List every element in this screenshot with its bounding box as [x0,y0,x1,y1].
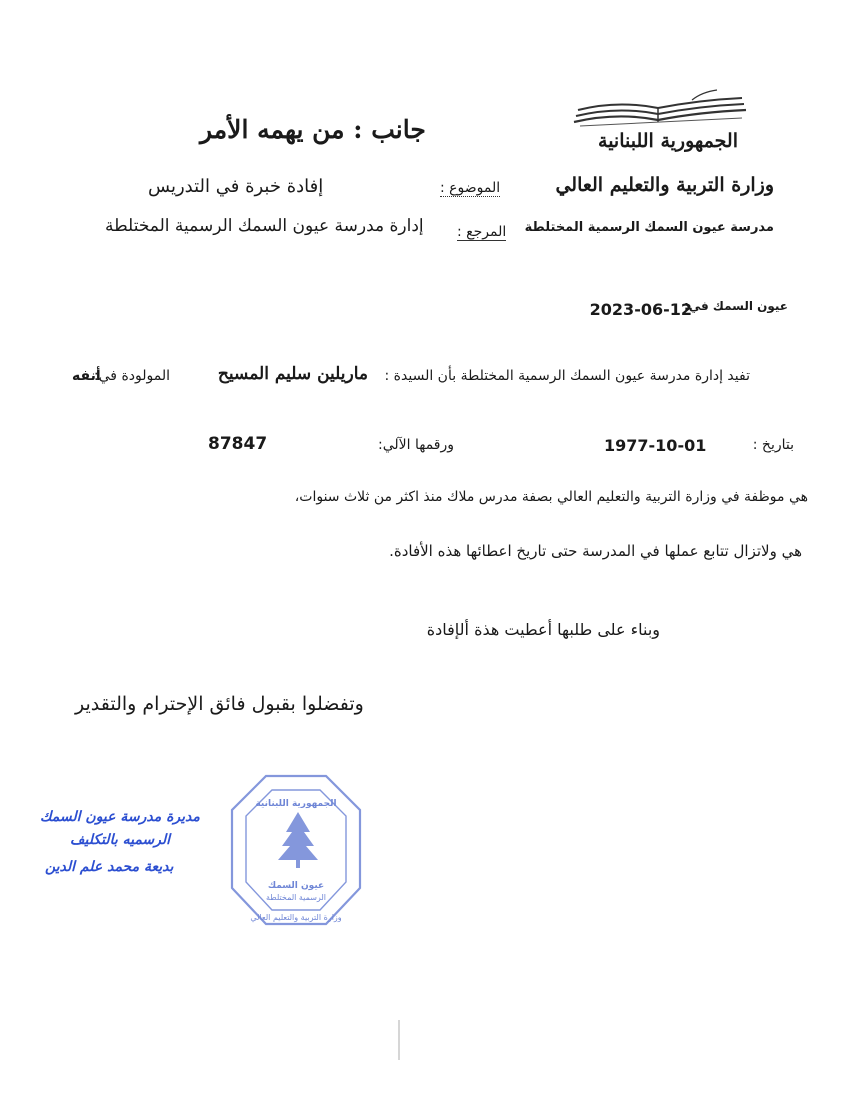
intro-text: تفيد إدارة مدرسة عيون السمك الرسمية المختلطة بأن السيدة : [384,368,750,384]
employment-statement: هي موظفة في وزارة التربية والتعليم العالي بصفة مدرس ملاك منذ اكثر من ثلاث سنوات، [294,489,808,505]
registration-number-label: ورقمها الآلي: [378,437,455,453]
person-name: ماريلين سليم المسيح [217,364,368,384]
born-in-label: المولودة في: [93,368,170,384]
book-logo-icon [572,88,748,130]
ministry-title: وزارة التربية والتعليم العالي [555,174,774,196]
date-place-label: عيون السمك في: [683,299,788,313]
signature-name: بديعة محمد علم الدين [45,859,174,875]
reference-label: المرجع : [457,224,507,240]
stamp-text: الجمهورية اللبنانية [255,799,337,809]
republic-title: الجمهورية اللبنانية [598,130,738,152]
born-in-value: أنفه [72,368,101,384]
birthdate-value: 1977-10-01 [604,436,707,455]
school-name: مدرسة عيون السمك الرسمية المختلطة [524,220,774,235]
addressee-heading: جانب : من يهمه الأمر [200,115,426,144]
subject-value: إفادة خبرة في التدريس [148,176,324,197]
reference-value: إدارة مدرسة عيون السمك الرسمية المختلطة [105,216,424,236]
cedar-icon [278,812,318,868]
continuation-statement: هي ولاتزال تتابع عملها في المدرسة حتى تاريخ اعطائها هذه الأفادة. [389,542,802,560]
request-statement: وبناء على طلبها أعطيت هذة ألإفادة [426,620,660,639]
signature-title-line1: مديرة مدرسة عيون السمك [40,809,200,825]
signature-title-line2: الرسميه بالتكليف [70,832,171,848]
subject-label: الموضوع : [440,180,501,196]
stamp-text: عيون السمك [267,881,325,891]
birthdate-label: بتاريخ : [752,437,794,453]
registration-number-value: 87847 [208,434,268,454]
official-stamp [226,770,366,930]
stamp-text: الرسمية المختلطة [265,893,327,902]
closing-salutation: وتفضلوا بقبول فائق الإحترام والتقدير [75,693,364,715]
faint-mark [398,1020,400,1060]
date-value: 2023-06-12 [589,300,692,319]
stamp-text: وزارة التربية والتعليم العالي [250,913,342,922]
